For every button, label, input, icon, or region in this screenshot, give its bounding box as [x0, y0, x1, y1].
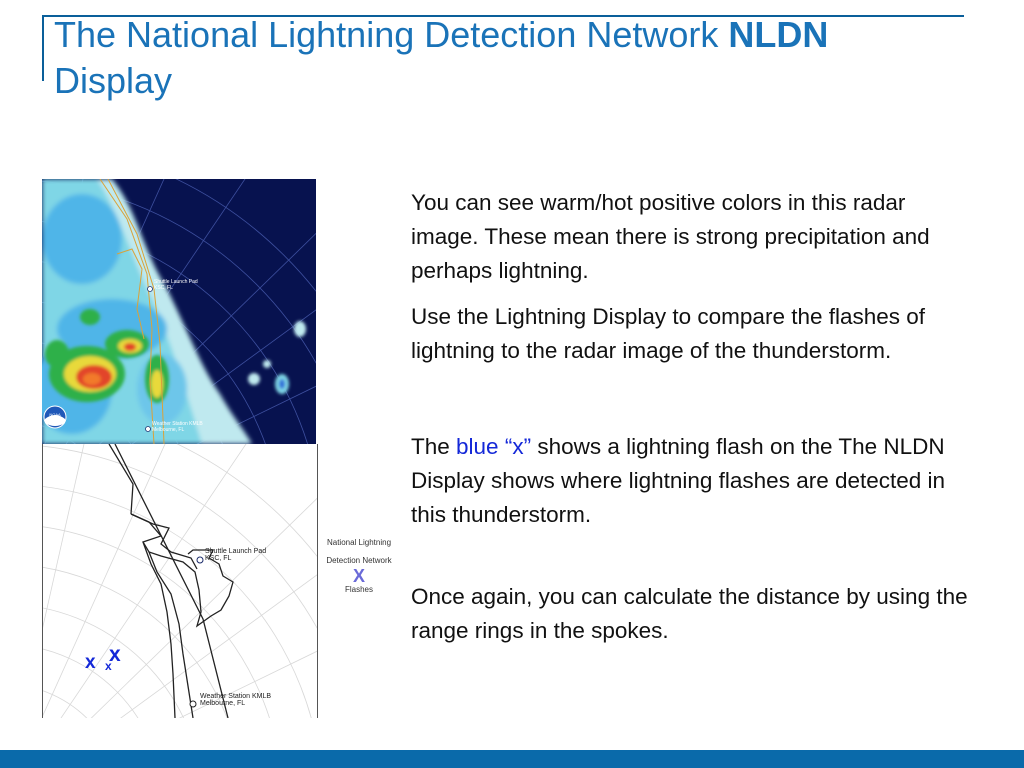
radar-weather-station-sublabel: Melbourne, FL	[152, 427, 185, 433]
nldn-weather-station-sublabel: Melbourne, FL	[200, 700, 246, 707]
nldn-launch-pad-label: Shuttle Launch Pad	[205, 548, 267, 555]
svg-text:NOAA: NOAA	[49, 412, 61, 417]
noaa-logo-icon	[44, 406, 66, 428]
radar-launch-pad-label: Shuttle Launch Pad	[154, 279, 198, 285]
nldn-legend	[322, 538, 396, 595]
paragraph-blue-x	[411, 430, 971, 532]
paragraph-compare: Use the Lightning Display to compare the flashes of lightning to the radar image of the thunderstorm.	[411, 304, 926, 363]
title-prefix: The National Lightning Detection Network	[54, 14, 729, 55]
legend-caption: Flashes	[344, 585, 373, 594]
title-left-rule	[42, 15, 44, 81]
paragraph3-after: shows a lightning flash on the The NLDN Display shows where lightning flashes are detected in this thunderstorm.	[411, 434, 946, 527]
radar-image	[42, 179, 316, 444]
paragraph3-before: The	[411, 434, 457, 459]
blue-x-highlight: blue “x”	[456, 434, 532, 459]
legend-line-2: Detection Network	[326, 556, 392, 565]
slide-body-text	[411, 186, 971, 648]
legend-line-1: National Lightning	[326, 538, 392, 547]
lightning-flash-mark-1: x	[85, 652, 96, 673]
title-bold-nldn: NLDN	[728, 14, 829, 55]
nldn-launch-pad-sublabel: KSC, FL	[205, 555, 232, 562]
radar-launch-pad-sublabel: KSC, FL	[154, 285, 173, 291]
radar-weather-station-label: Weather Station KMLB	[152, 421, 203, 427]
footer-bar	[0, 750, 1024, 768]
paragraph-range-rings: Once again, you can calculate the distance by using the range rings in the spokes.	[411, 584, 968, 643]
paragraph-radar-colors: You can see warm/hot positive colors in this radar image. These mean there is strong precipitation and perhaps lightning.	[411, 190, 930, 283]
lightning-flash-mark-3: x	[105, 659, 112, 673]
nldn-display-image	[42, 444, 318, 718]
slide-title	[54, 12, 954, 104]
flash-symbol-icon: X	[352, 566, 365, 586]
nldn-weather-station-label: Weather Station KMLB	[200, 693, 272, 700]
title-line-2: Display	[54, 60, 173, 101]
lightning-flash-mark-2: x	[109, 643, 121, 666]
